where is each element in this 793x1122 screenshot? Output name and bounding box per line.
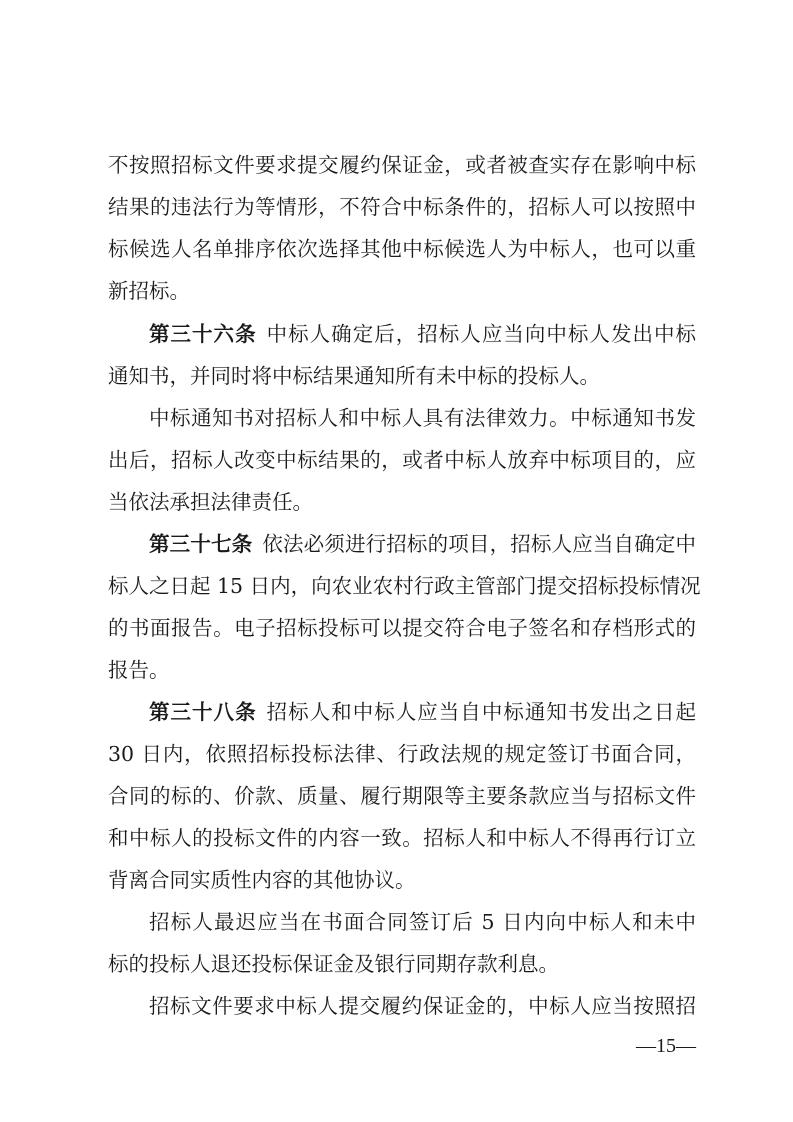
text-line: 报告。	[108, 658, 170, 682]
page-number: —15—	[636, 1035, 696, 1057]
text-line: 的书面报告。电子招标投标可以提交符合电子签名和存档形式的	[108, 616, 696, 640]
text-line: 背离合同实质性内容的其他协议。	[108, 868, 416, 892]
text-line: 招标人最迟应当在书面合同签订后 5 日内向中标人和未中	[149, 910, 696, 934]
text-line: 出后，招标人改变中标结果的，或者中标人放弃中标项目的，应	[108, 448, 696, 472]
text-line: 结果的违法行为等情形，不符合中标条件的，招标人可以按照中	[108, 195, 696, 219]
text-line: 通知书，并同时将中标结果通知所有未中标的投标人。	[108, 364, 600, 388]
article-38-line: 第三十八条 招标人和中标人应当自中标通知书发出之日起	[149, 700, 697, 724]
text-line: 30 日内，依照招标投标法律、行政法规的规定签订书面合同，	[108, 742, 696, 766]
text-line: 和中标人的投标文件的内容一致。招标人和中标人不得再行订立	[108, 826, 696, 850]
text-line: 合同的标的、价款、质量、履行期限等主要条款应当与招标文件	[108, 784, 696, 808]
text-line: 不按照招标文件要求提交履约保证金，或者被查实存在影响中标	[108, 153, 696, 177]
article-heading: 第三十八条	[149, 700, 257, 724]
article-36-line: 第三十六条 中标人确定后，招标人应当向中标人发出中标	[149, 322, 697, 346]
text-line: 标候选人名单排序依次选择其他中标候选人为中标人，也可以重	[108, 237, 696, 261]
text-line: 新招标。	[108, 279, 190, 303]
article-37-line: 第三十七条 依法必须进行招标的项目，招标人应当自确定中	[149, 532, 697, 556]
article-heading: 第三十六条	[149, 322, 257, 346]
text-line: 中标通知书对招标人和中标人具有法律效力。中标通知书发	[149, 406, 696, 430]
text-line: 标的投标人退还投标保证金及银行同期存款利息。	[108, 952, 559, 976]
text-line: 当依法承担法律责任。	[108, 490, 313, 514]
article-heading: 第三十七条	[149, 532, 253, 556]
text-line: 标人之日起 15 日内，向农业农村行政主管部门提交招标投标情况	[108, 574, 701, 598]
text-line: 招标文件要求中标人提交履约保证金的，中标人应当按照招	[149, 994, 696, 1018]
